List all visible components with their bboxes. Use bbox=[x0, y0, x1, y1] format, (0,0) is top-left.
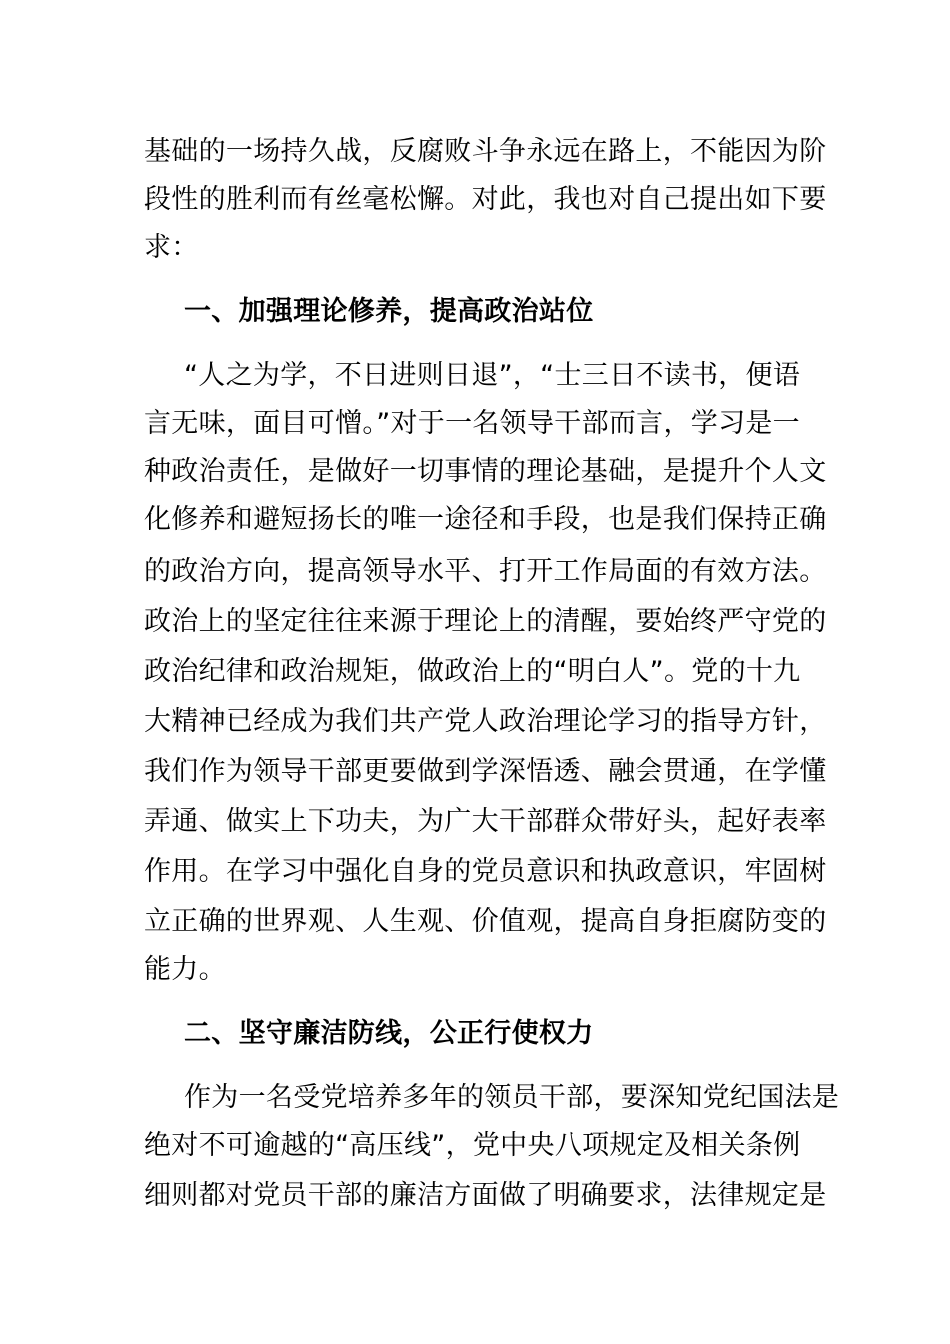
paragraph-line: 细则都对党员干部的廉洁方面做了明确要求，法律规定是 bbox=[144, 1180, 827, 1211]
section-1-heading: 一、加强理论修养，提高政治站位 bbox=[184, 296, 594, 327]
paragraph-line: 弄通、做实上下功夫，为广大干部群众带好头，起好表率 bbox=[144, 806, 827, 837]
paragraph-line: 我们作为领导干部更要做到学深悟透、融会贯通，在学懂 bbox=[144, 756, 827, 787]
intro-line: 求： bbox=[144, 232, 199, 263]
paragraph-line: 言无味，面目可憎。”对于一名领导干部而言，学习是一 bbox=[144, 408, 800, 439]
paragraph-line: 作用。在学习中强化自身的党员意识和执政意识，牢固树 bbox=[144, 856, 827, 887]
paragraph-line: 政治上的坚定往往来源于理论上的清醒，要始终严守党的 bbox=[144, 606, 827, 637]
section-2-heading: 二、坚守廉洁防线，公正行使权力 bbox=[184, 1018, 594, 1049]
paragraph-line: 化修养和避短扬长的唯一途径和手段，也是我们保持正确 bbox=[144, 504, 827, 535]
paragraph-line: 绝对不可逾越的“高压线”，党中央八项规定及相关条例 bbox=[144, 1130, 801, 1161]
intro-line: 段性的胜利而有丝毫松懈。对此，我也对自己提出如下要 bbox=[144, 184, 827, 215]
intro-line: 基础的一场持久战，反腐败斗争永远在路上，不能因为阶 bbox=[144, 136, 827, 167]
paragraph-line: 立正确的世界观、人生观、价值观，提高自身拒腐防变的 bbox=[144, 906, 827, 937]
paragraph-line: 大精神已经成为我们共产党人政治理论学习的指导方针， bbox=[144, 706, 827, 737]
paragraph-line: 种政治责任，是做好一切事情的理论基础，是提升个人文 bbox=[144, 456, 827, 487]
paragraph-line: 能力。 bbox=[144, 954, 226, 985]
paragraph-line: “人之为学，不日进则日退”，“士三日不读书，便语 bbox=[184, 360, 801, 391]
paragraph-line: 的政治方向，提高领导水平、打开工作局面的有效方法。 bbox=[144, 556, 827, 587]
paragraph-line: 政治纪律和政治规矩，做政治上的“明白人”。党的十九 bbox=[144, 656, 801, 687]
paragraph-line: 作为一名受党培养多年的领员干部，要深知党纪国法是 bbox=[184, 1082, 840, 1113]
